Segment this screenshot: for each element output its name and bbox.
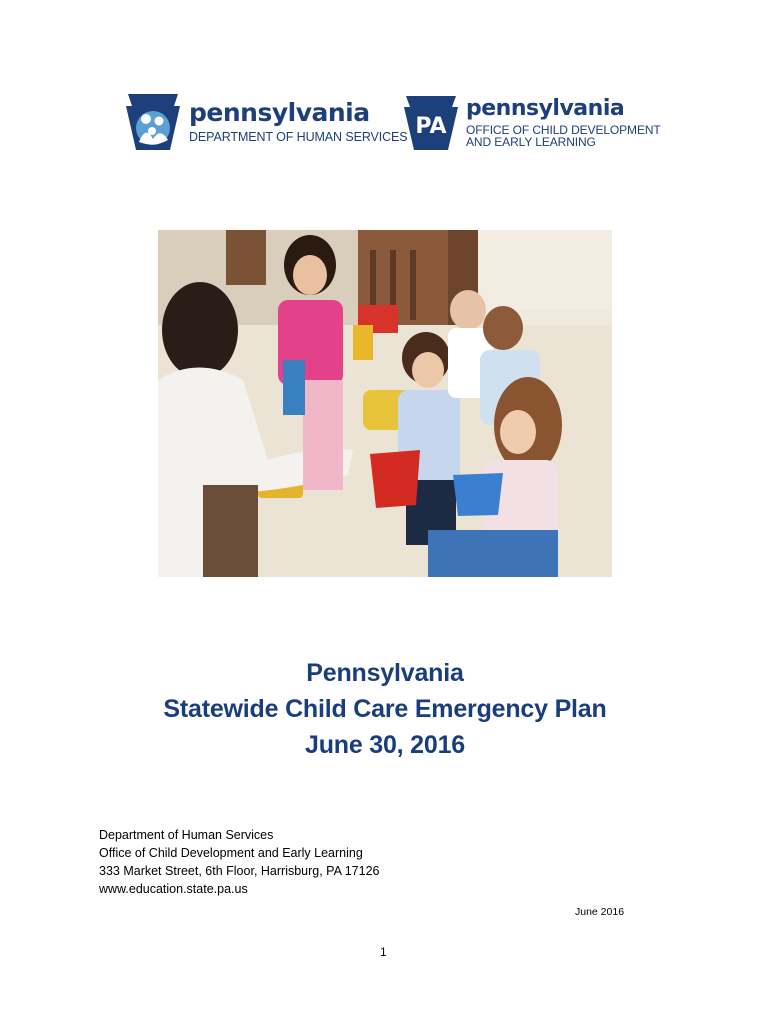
ocdel-logo-subtitle-line2: AND EARLY LEARNING xyxy=(466,135,596,149)
title-line-date: June 30, 2016 xyxy=(304,731,465,759)
address-street: 333 Market Street, 6th Floor, Harrisburg, PA 17126 xyxy=(99,864,380,878)
ocdel-logo-name: pennsylvania xyxy=(466,96,625,121)
ocdel-logo-subtitle-line1: OFFICE OF CHILD DEVELOPMENT xyxy=(466,123,661,137)
footer-date: June 2016 xyxy=(575,906,625,918)
keystone-family-icon xyxy=(124,92,182,152)
dhs-logo-name: pennsylvania xyxy=(189,98,370,128)
document-title xyxy=(0,655,770,763)
keystone-pa-icon xyxy=(403,95,459,151)
title-line-state: Pennsylvania xyxy=(306,659,464,687)
dhs-logo-subtitle: DEPARTMENT OF HUMAN SERVICES xyxy=(189,130,408,145)
ocdel-logo xyxy=(403,95,661,151)
address-department: Department of Human Services xyxy=(99,828,274,842)
address-website: www.education.state.pa.us xyxy=(99,882,248,896)
page-number: 1 xyxy=(380,945,387,959)
dhs-logo xyxy=(124,92,408,152)
address-block xyxy=(99,826,379,898)
address-office: Office of Child Development and Early Learning xyxy=(99,846,363,860)
pa-badge-text: PA xyxy=(415,114,447,139)
title-line-plan: Statewide Child Care Emergency Plan xyxy=(163,695,607,723)
children-playing-photo xyxy=(158,230,612,577)
